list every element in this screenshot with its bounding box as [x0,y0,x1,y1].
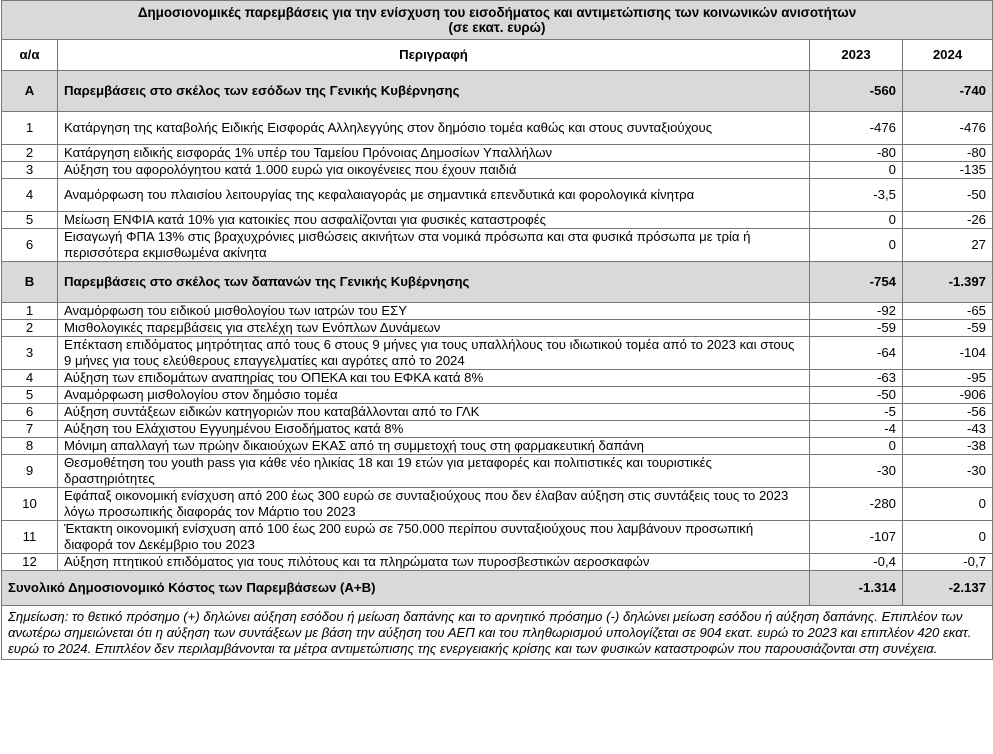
row-aa: 5 [2,212,58,229]
row-description: Μόνιμη απαλλαγή των πρώην δικαιούχων ΕΚΑΣ από τη συμμετοχή τους στη φαρμακευτική δαπάνη [58,438,810,455]
table-title-main: Δημοσιονομικές παρεμβάσεις για την ενίσχυση του εισοδήματος και αντιμετώπισης των κοινωνικών ανισοτήτων [137,4,857,20]
table-row [2,303,993,320]
row-description: Εισαγωγή ΦΠΑ 13% στις βραχυχρόνιες μισθώσεις ακινήτων στα νομικά πρόσωπα και στα φυσικά πρόσωπα με τρία ή περισσότερα εκμισθωμένα ακίνητα [58,229,810,262]
row-description: Εφάπαξ οικονομική ενίσχυση από 200 έως 300 ευρώ σε συνταξιούχους που δεν έλαβαν αύξηση στις συντάξεις τους το 2023 λόγω προσωπικής διαφοράς τον Μάρτιο του 2023 [58,488,810,521]
row-2024: -135 [903,162,993,179]
row-2024: -30 [903,455,993,488]
row-2024: -906 [903,387,993,404]
row-aa: 10 [2,488,58,521]
row-2023: -64 [810,337,903,370]
table-row [2,212,993,229]
row-aa: 7 [2,421,58,438]
section-b-row [2,262,993,303]
row-2023: -5 [810,404,903,421]
header-aa: α/α [2,40,58,71]
row-2023: -476 [810,112,903,145]
row-2023: 0 [810,212,903,229]
row-2023: -59 [810,320,903,337]
row-2024: -59 [903,320,993,337]
row-description: Αναμόρφωση του πλαισίου λειτουργίας της κεφαλαιαγοράς με σημαντικά επενδυτικά και φορολογικά κίνητρα [58,179,810,212]
row-aa: 4 [2,179,58,212]
row-2023: 0 [810,438,903,455]
section-a-row [2,71,993,112]
table-row [2,229,993,262]
row-2023: -107 [810,521,903,554]
row-description: Έκτακτη οικονομική ενίσχυση από 100 έως 200 ευρώ σε 750.000 περίπου συνταξιούχους που λαμβάνουν προσωπική διαφορά τον Δεκέμβριο του 2023 [58,521,810,554]
table-row [2,179,993,212]
row-2023: 0 [810,229,903,262]
section-a-2023: -560 [810,71,903,112]
row-2024: -43 [903,421,993,438]
row-aa: 5 [2,387,58,404]
section-a-aa: Α [2,71,58,112]
table-row [2,404,993,421]
row-2024: -95 [903,370,993,387]
table-title [2,1,993,40]
row-2023: 0 [810,162,903,179]
row-aa: 11 [2,521,58,554]
table-row [2,421,993,438]
section-a-2024: -740 [903,71,993,112]
table-row [2,337,993,370]
section-b-2023: -754 [810,262,903,303]
section-b-description: Παρεμβάσεις στο σκέλος των δαπανών της Γενικής Κυβέρνησης [58,262,810,303]
row-2024: -104 [903,337,993,370]
row-2023: -63 [810,370,903,387]
total-2023: -1.314 [810,571,903,606]
row-2024: 0 [903,488,993,521]
row-description: Μείωση ΕΝΦΙΑ κατά 10% για κατοικίες που ασφαλίζονται για φυσικές καταστροφές [58,212,810,229]
row-aa: 1 [2,303,58,320]
row-aa: 4 [2,370,58,387]
table-row [2,488,993,521]
row-aa: 3 [2,162,58,179]
row-2023: -280 [810,488,903,521]
row-aa: 9 [2,455,58,488]
table-row [2,145,993,162]
total-description: Συνολικό Δημοσιονομικό Κόστος των Παρεμβάσεων (Α+Β) [2,571,810,606]
row-description: Αύξηση συντάξεων ειδικών κατηγοριών που καταβάλλονται από το ΓΛΚ [58,404,810,421]
row-aa: 8 [2,438,58,455]
row-2024: -56 [903,404,993,421]
header-2023: 2023 [810,40,903,71]
row-2024: 0 [903,521,993,554]
section-a-description: Παρεμβάσεις στο σκέλος των εσόδων της Γενικής Κυβέρνησης [58,71,810,112]
table-row [2,438,993,455]
row-aa: 2 [2,320,58,337]
table-row [2,554,993,571]
row-description: Αναμόρφωση του ειδικού μισθολογίου των ιατρών του ΕΣΥ [58,303,810,320]
row-aa: 12 [2,554,58,571]
row-aa: 1 [2,112,58,145]
table-row [2,112,993,145]
row-2023: -30 [810,455,903,488]
fiscal-interventions-table [1,0,993,660]
row-2024: -26 [903,212,993,229]
row-2024: -0,7 [903,554,993,571]
row-2024: 27 [903,229,993,262]
row-description: Μισθολογικές παρεμβάσεις για στελέχη των Ενόπλων Δυνάμεων [58,320,810,337]
row-2024: -38 [903,438,993,455]
row-2024: -80 [903,145,993,162]
row-description: Αύξηση πτητικού επιδόματος για τους πιλότους και τα πληρώματα των πυροσβεστικών αεροσκαφών [58,554,810,571]
row-2024: -65 [903,303,993,320]
row-description: Θεσμοθέτηση του youth pass για κάθε νέο ηλικίας 18 και 19 ετών για μεταφορές και πολιτιστικές και τουριστικές δραστηριότητες [58,455,810,488]
table-row [2,370,993,387]
row-2023: -3,5 [810,179,903,212]
row-description: Αύξηση του αφορολόγητου κατά 1.000 ευρώ για οικογένειες που έχουν παιδιά [58,162,810,179]
total-row [2,571,993,606]
section-b-aa: Β [2,262,58,303]
row-description: Κατάργηση ειδικής εισφοράς 1% υπέρ του Ταμείου Πρόνοιας Δημοσίων Υπαλλήλων [58,145,810,162]
table-row [2,455,993,488]
table-row [2,521,993,554]
row-2023: -4 [810,421,903,438]
row-aa: 3 [2,337,58,370]
row-2023: -50 [810,387,903,404]
row-description: Κατάργηση της καταβολής Ειδικής Εισφοράς Αλληλεγγύης στον δημόσιο τομέα καθώς και στους συνταξιούχους [58,112,810,145]
header-description: Περιγραφή [58,40,810,71]
row-2024: -476 [903,112,993,145]
header-2024: 2024 [903,40,993,71]
row-2023: -80 [810,145,903,162]
total-2024: -2.137 [903,571,993,606]
table-note: Σημείωση: το θετικό πρόσημο (+) δηλώνει αύξηση εσόδου ή μείωση δαπάνης και το αρνητικό πρόσημο (-) δηλώνει μείωση εσόδου ή αύξηση δαπάνης. Επιπλέον των ανωτέρω σημειώνεται ότι η αύξηση των συντάξεων με βάση την αύξηση του ΑΕΠ και του πληθωρισμού υπολογίζεται σε 904 εκατ. ευρώ το 2023 και επιπλέον 420 εκατ. ευρώ το 2024. Επιπλέον δεν περιλαμβάνονται τα μέτρα αντιμετώπισης της ενεργειακής κρίσης και των φυσικών καταστροφών που παρουσιάζονται στη συνέχεια. [2,606,993,660]
header-row [2,40,993,71]
row-aa: 6 [2,229,58,262]
row-description: Αύξηση των επιδομάτων αναπηρίας του ΟΠΕΚΑ και του ΕΦΚΑ κατά 8% [58,370,810,387]
row-aa: 6 [2,404,58,421]
table-row [2,162,993,179]
row-2023: -92 [810,303,903,320]
row-description: Αύξηση του Ελάχιστου Εγγυημένου Εισοδήματος κατά 8% [58,421,810,438]
row-description: Επέκταση επιδόματος μητρότητας από τους 6 στους 9 μήνες για τους υπαλλήλους του ιδιωτικού τομέα από το 2023 και στους 9 μήνες για τους ελεύθερους επαγγελματίες και αγρότες από το 2024 [58,337,810,370]
table-title-unit: (σε εκατ. ευρώ) [448,20,546,35]
row-description: Αναμόρφωση μισθολογίου στον δημόσιο τομέα [58,387,810,404]
table-row [2,320,993,337]
row-2023: -0,4 [810,554,903,571]
row-aa: 2 [2,145,58,162]
row-2024: -50 [903,179,993,212]
section-b-2024: -1.397 [903,262,993,303]
table-row [2,387,993,404]
